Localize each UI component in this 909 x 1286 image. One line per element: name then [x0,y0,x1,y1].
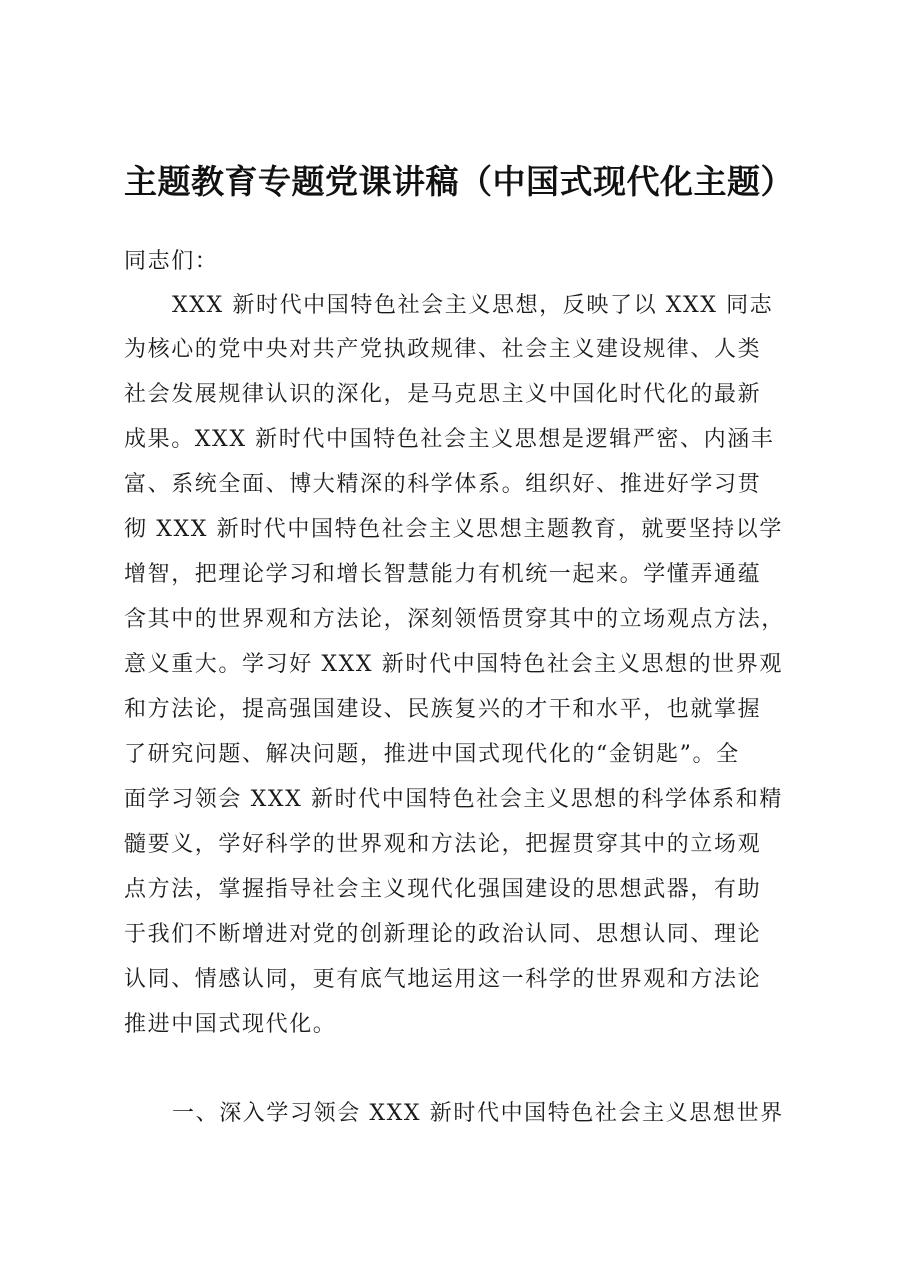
paragraph-line: 认同、情感认同，更有底气地运用这一科学的世界观和方法论 [124,967,762,992]
paragraph-line: 增智，把理论学习和增长智慧能力有机统一起来。学懂弄通蕴 [124,562,762,587]
section-heading-line: 一、深入学习领会 XXX 新时代中国特色社会主义思想世界 [172,1101,784,1126]
paragraph-line: 点方法，掌握指导社会主义现代化强国建设的思想武器，有助 [124,877,762,902]
paragraph-line: 意义重大。学习好 XXX 新时代中国特色社会主义思想的世界观 [124,652,783,677]
paragraph-line: 推进中国式现代化。 [124,1012,337,1037]
paragraph-line: 于我们不断增进对党的创新理论的政治认同、思想认同、理论 [124,922,762,947]
salutation: 同志们： [124,249,219,274]
paragraph-line: 彻 XXX 新时代中国特色社会主义思想主题教育，就要坚持以学 [124,517,783,542]
paragraph-line: 含其中的世界观和方法论，深刻领悟贯穿其中的立场观点方法， [124,607,785,632]
paragraph-line: XXX 新时代中国特色社会主义思想，反映了以 XXX 同志 [172,293,774,318]
document-title: 主题教育专题党课讲稿（中国式现代化主题） [124,162,794,201]
paragraph-line: 为核心的党中央对共产党执政规律、社会主义建设规律、人类 [124,337,762,362]
paragraph-line: 了研究问题、解决问题，推进中国式现代化的“金钥匙”。全 [124,742,740,767]
paragraph-line: 成果。XXX 新时代中国特色社会主义思想是逻辑严密、内涵丰 [124,427,775,452]
paragraph-line: 髓要义，学好科学的世界观和方法论，把握贯穿其中的立场观 [124,832,762,857]
paragraph-line: 社会发展规律认识的深化，是马克思主义中国化时代化的最新 [124,382,762,407]
paragraph-line: 面学习领会 XXX 新时代中国特色社会主义思想的科学体系和精 [124,787,783,812]
paragraph-line: 富、系统全面、博大精深的科学体系。组织好、推进好学习贯 [124,472,762,497]
paragraph-line: 和方法论，提高强国建设、民族复兴的才干和水平，也就掌握 [124,697,762,722]
